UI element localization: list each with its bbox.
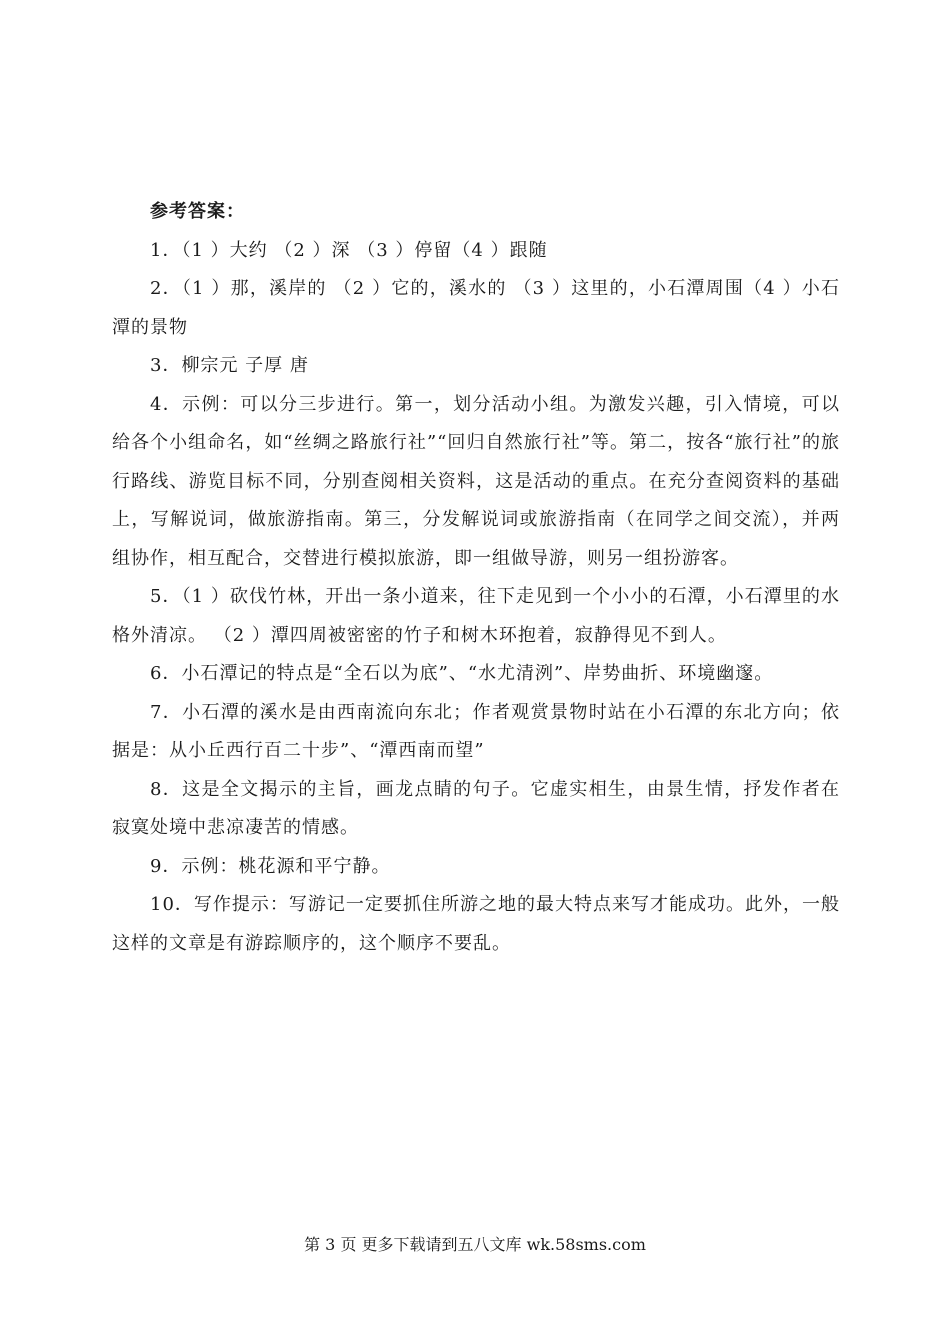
answer-item-2: 2．（1 ）那，溪岸的 （2 ）它的，溪水的 （3 ）这里的，小石潭周围（4 ）小石潭的景物 bbox=[112, 278, 840, 338]
page-footer: 第 3 页 更多下载请到五八文库 wk.58sms.com bbox=[304, 1235, 646, 1254]
answer-item-7: 7．小石潭的溪水是由西南流向东北；作者观赏景物时站在小石潭的东北方向；依据是：从小丘西行百二十步”、“潭西南而望” bbox=[112, 701, 840, 761]
answer-item-4: 4．示例：可以分三步进行。第一，划分活动小组。为激发兴趣，引入情境，可以给各个小组命名，如“丝绸之路旅行社”“回归自然旅行社”等。第二，按各“旅行社”的旅行路线、游览目标不同，分别查阅相关资料，这是活动的重点。在充分查阅资料的基础上，写解说词，做旅游指南。第三，分发解说词或旅游指南（在同学之间交流），并两组协作，相互配合，交替进行模拟旅游，即一组做导游，则另一组扮游客。 bbox=[112, 393, 840, 569]
answer-item-10: 10．写作提示：写游记一定要抓住所游之地的最大特点来写才能成功。此外，一般这样的文章是有游踪顺序的，这个顺序不要乱。 bbox=[112, 894, 840, 954]
section-heading: 参考答案： bbox=[150, 201, 245, 222]
answer-item-1: 1．（1 ）大约 （2 ）深 （3 ）停留（4 ）跟随 bbox=[150, 239, 548, 261]
answer-item-3: 3．柳宗元 子厚 唐 bbox=[150, 355, 309, 376]
answer-item-6: 6．小石潭记的特点是“全石以为底”、“水尤清洌”、岸势曲折、环境幽邃。 bbox=[150, 663, 774, 684]
answer-item-8: 8．这是全文揭示的主旨，画龙点睛的句子。它虚实相生，由景生情，抒发作者在寂寞处境中悲凉凄苦的情感。 bbox=[112, 778, 840, 838]
answer-item-9: 9．示例：桃花源和平宁静。 bbox=[150, 855, 391, 877]
answer-item-5: 5．（1 ）砍伐竹林，开出一条小道来，往下走见到一个小小的石潭，小石潭里的水格外清凉。 （2 ）潭四周被密密的竹子和树木环抱着，寂静得见不到人。 bbox=[112, 586, 840, 646]
answer-section bbox=[112, 193, 840, 963]
